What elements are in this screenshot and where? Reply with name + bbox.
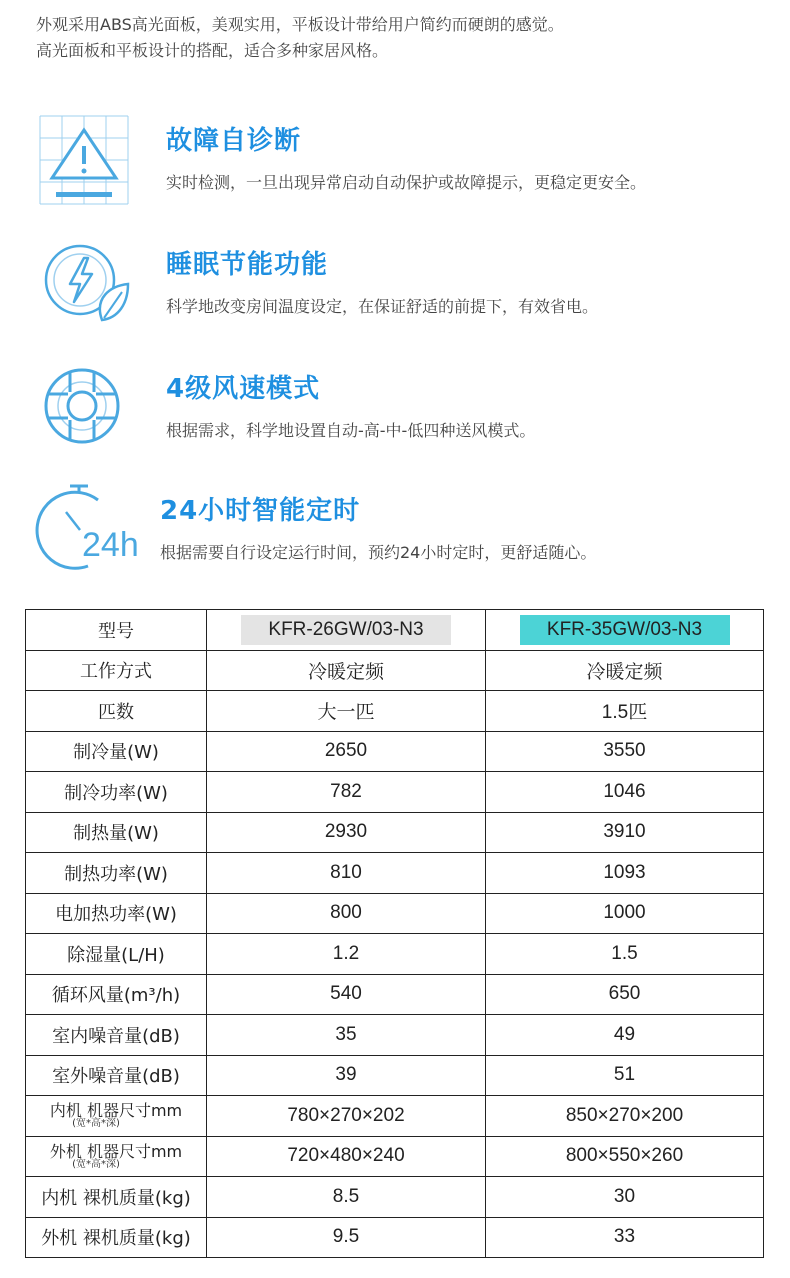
feature-desc: 根据需求，科学地设置自动-高-中-低四种送风模式。 [166, 421, 536, 440]
spec-label [26, 650, 207, 691]
spec-value-b: 1.5匹 [486, 691, 764, 732]
feature-desc: 实时检测，一旦出现异常启动自动保护或故障提示，更稳定更安全。 [166, 173, 647, 192]
spec-value-a: 9.5 [207, 1217, 486, 1258]
spec-label [26, 1136, 207, 1177]
spec-label-text: 外机 裸机质量(kg) [41, 1228, 191, 1250]
model-a-tag: KFR-26GW/03-N3 [241, 615, 451, 645]
spec-value-a: 2930 [207, 812, 486, 853]
feature-sleep-energy [0, 236, 790, 346]
intro-line-1: 外观采用ABS高光面板，美观实用，平板设计带给用户简约而硬朗的感觉。 [36, 15, 564, 34]
spec-label-text: 制冷量(W) [73, 742, 159, 764]
energy-leaf-icon [36, 236, 132, 332]
spec-value-b: 800×550×260 [486, 1136, 764, 1177]
spec-value-b: 850×270×200 [486, 1096, 764, 1137]
table-row [26, 650, 764, 691]
feature-fan-speed [0, 360, 790, 470]
feature-title: 24小时智能定时 [160, 496, 361, 526]
spec-value-a: 1.2 [207, 934, 486, 975]
spec-label [26, 1217, 207, 1258]
table-row [26, 934, 764, 975]
spec-label [26, 1177, 207, 1218]
spec-label-text: 外机 机器尺寸mm [49, 1141, 183, 1161]
table-row [26, 974, 764, 1015]
model-label: 型号 [26, 610, 207, 651]
spec-label [26, 1096, 207, 1137]
intro-line-2: 高光面板和平板设计的搭配，适合多种家居风格。 [36, 41, 389, 60]
spec-value-a: 冷暖定频 [207, 650, 486, 691]
spec-label-text: 内机 裸机质量(kg) [41, 1187, 191, 1209]
spec-label-text: 制热量(W) [73, 823, 159, 845]
spec-label-text: 室内噪音量(dB) [52, 1025, 180, 1047]
spec-label-text: 工作方式 [80, 661, 152, 683]
spec-value-b: 49 [486, 1015, 764, 1056]
spec-label-text: 制热功率(W) [64, 863, 168, 885]
table-row [26, 772, 764, 813]
spec-value-a: 810 [207, 853, 486, 894]
spec-value-a: 35 [207, 1015, 486, 1056]
spec-value-b: 1046 [486, 772, 764, 813]
feature-title: 4级风速模式 [166, 374, 321, 404]
table-row [26, 1055, 764, 1096]
table-row [26, 1217, 764, 1258]
table-row [26, 1136, 764, 1177]
spec-label-text: 制冷功率(W) [64, 782, 168, 804]
spec-table [25, 609, 764, 1258]
spec-label [26, 974, 207, 1015]
spec-label-sub: (宽*高*深) [72, 1118, 120, 1130]
spec-label-text: 内机 机器尺寸mm [49, 1101, 183, 1121]
spec-label-text: 除湿量(L/H) [67, 944, 165, 966]
spec-label-text: 匹数 [98, 701, 134, 723]
intro-text [36, 12, 564, 64]
timer-24h-label: 24h [82, 526, 139, 564]
spec-label [26, 893, 207, 934]
spec-label [26, 731, 207, 772]
timer-24h-icon [36, 482, 139, 578]
spec-value-a: 720×480×240 [207, 1136, 486, 1177]
spec-value-b: 1000 [486, 893, 764, 934]
spec-label-text: 电加热功率(W) [55, 904, 177, 926]
model-b-cell [486, 610, 764, 651]
table-header-row [26, 610, 764, 651]
spec-value-a: 780×270×202 [207, 1096, 486, 1137]
spec-value-b: 1093 [486, 853, 764, 894]
table-row [26, 1015, 764, 1056]
spec-value-a: 大一匹 [207, 691, 486, 732]
feature-desc: 根据需要自行设定运行时间，预约24小时定时，更舒适随心。 [160, 543, 597, 562]
spec-label [26, 1055, 207, 1096]
table-row [26, 731, 764, 772]
spec-value-a: 8.5 [207, 1177, 486, 1218]
spec-value-b: 30 [486, 1177, 764, 1218]
model-b-tag: KFR-35GW/03-N3 [520, 615, 730, 645]
spec-value-b: 650 [486, 974, 764, 1015]
spec-label-text: 循环风量(m³/h) [51, 985, 181, 1007]
spec-value-a: 800 [207, 893, 486, 934]
table-row [26, 1177, 764, 1218]
feature-timer-24h [0, 482, 790, 592]
spec-label [26, 812, 207, 853]
spec-label [26, 772, 207, 813]
table-row [26, 893, 764, 934]
table-row [26, 1096, 764, 1137]
feature-title: 故障自诊断 [166, 126, 302, 156]
spec-value-a: 540 [207, 974, 486, 1015]
spec-label [26, 853, 207, 894]
spec-value-b: 1.5 [486, 934, 764, 975]
spec-label [26, 934, 207, 975]
spec-label-sub: (宽*高*深) [72, 1158, 120, 1170]
spec-value-b: 51 [486, 1055, 764, 1096]
warning-triangle-icon [36, 112, 132, 208]
spec-label-text: 室外噪音量(dB) [52, 1066, 180, 1088]
spec-value-a: 782 [207, 772, 486, 813]
feature-fault-diagnosis [0, 112, 790, 222]
spec-label [26, 691, 207, 732]
spec-value-a: 2650 [207, 731, 486, 772]
model-a-cell [207, 610, 486, 651]
feature-title: 睡眠节能功能 [166, 250, 329, 280]
spec-value-b: 3910 [486, 812, 764, 853]
table-row [26, 691, 764, 732]
table-row [26, 853, 764, 894]
feature-desc: 科学地改变房间温度设定，在保证舒适的前提下，有效省电。 [166, 297, 599, 316]
spec-value-b: 33 [486, 1217, 764, 1258]
spec-label [26, 1015, 207, 1056]
table-row [26, 812, 764, 853]
spec-value-b: 3550 [486, 731, 764, 772]
spec-value-b: 冷暖定频 [486, 650, 764, 691]
spec-value-a: 39 [207, 1055, 486, 1096]
lifebuoy-icon [36, 360, 132, 456]
